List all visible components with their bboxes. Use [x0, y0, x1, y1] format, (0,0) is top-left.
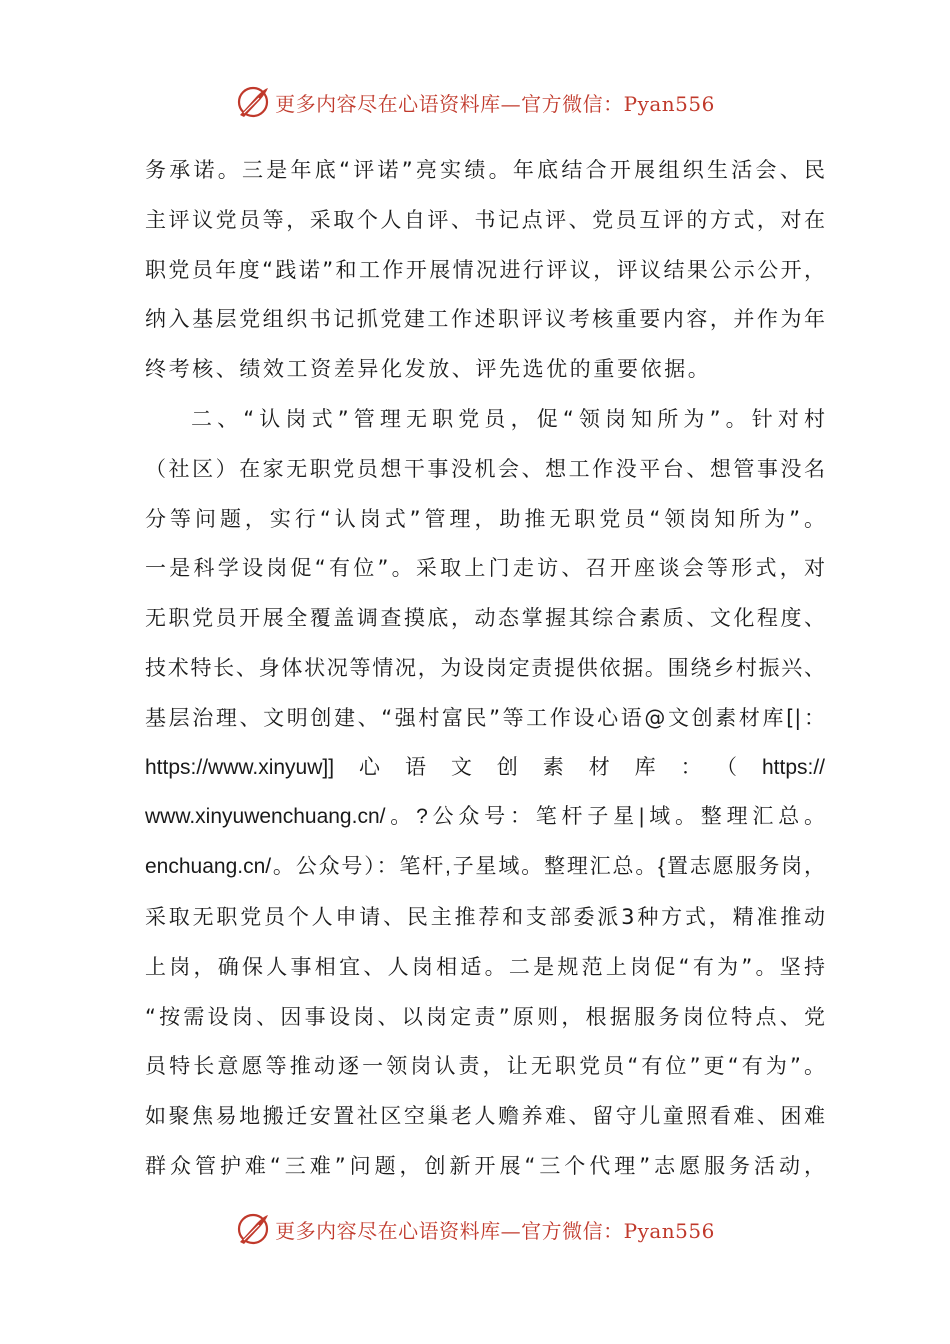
document-body — [145, 150, 825, 1196]
footer-watermark-banner — [0, 1209, 950, 1249]
body-line: 如聚焦易地搬迁安置社区空巢老人赡养难、留守儿童照看难、困难 — [145, 1104, 825, 1129]
quill-pen-logo-icon — [235, 84, 271, 120]
body-line: 分等问题，实行“认岗式”管理，助推无职党员“领岗知所为”。 — [145, 506, 825, 531]
quill-pen-logo-icon — [235, 1211, 271, 1247]
body-line: https://www.xinyuw]]心语文创素材库：（https:// — [145, 755, 825, 779]
body-line: 群众管护难“三难”问题，创新开展“三个代理”志愿服务活动， — [145, 1153, 825, 1178]
header-watermark-banner — [0, 82, 950, 122]
body-line: 二、“认岗式”管理无职党员，促“领岗知所为”。针对村 — [191, 406, 825, 431]
body-line: 一是科学设岗促“有位”。采取上门走访、召开座谈会等形式，对 — [145, 556, 825, 581]
body-line: 基层治理、文明创建、“强村富民”等工作设心语@文创素材库[|： — [145, 705, 825, 730]
body-line: 技术特长、身体状况等情况，为设岗定责提供依据。围绕乡村振兴、 — [145, 655, 825, 680]
body-line: 纳入基层党组织书记抓党建工作述职评议考核重要内容，并作为年 — [145, 307, 825, 332]
body-line: 终考核、绩效工资差异化发放、评先选优的重要依据。 — [145, 357, 712, 382]
body-line: “按需设岗、因事设岗、以岗定责”原则，根据服务岗位特点、党 — [145, 1004, 825, 1029]
footer-watermark-text: 更多内容尽在心语资料库—官方微信：Pyan556 — [275, 1218, 715, 1243]
body-line: enchuang.cn/。公众号）：笔杆,子星域。整理汇总。{置志愿服务岗， — [145, 855, 825, 879]
body-line: www.xinyuwenchuang.cn/。?公众号：笔杆子星|域。整理汇总。 — [145, 805, 825, 829]
body-line: 上岗，确保人事相宜、人岗相适。二是规范上岗促“有为”。坚持 — [145, 954, 825, 979]
header-watermark-text: 更多内容尽在心语资料库—官方微信：Pyan556 — [275, 91, 715, 116]
body-line: 员特长意愿等推动逐一领岗认责，让无职党员“有位”更“有为”。 — [145, 1054, 825, 1079]
body-line: 务承诺。三是年底“评诺”亮实绩。年底结合开展组织生活会、民 — [145, 158, 825, 182]
body-line: 职党员年度“践诺”和工作开展情况进行评议，评议结果公示公开， — [145, 257, 825, 282]
body-line: 无职党员开展全覆盖调查摸底，动态掌握其综合素质、文化程度、 — [145, 606, 825, 631]
body-line: 采取无职党员个人申请、民主推荐和支部委派3种方式，精准推动 — [145, 904, 825, 929]
body-line: （社区）在家无职党员想干事没机会、想工作没平台、想管事没名 — [145, 456, 825, 481]
body-line: 主评议党员等，采取个人自评、书记点评、党员互评的方式，对在 — [145, 207, 825, 232]
